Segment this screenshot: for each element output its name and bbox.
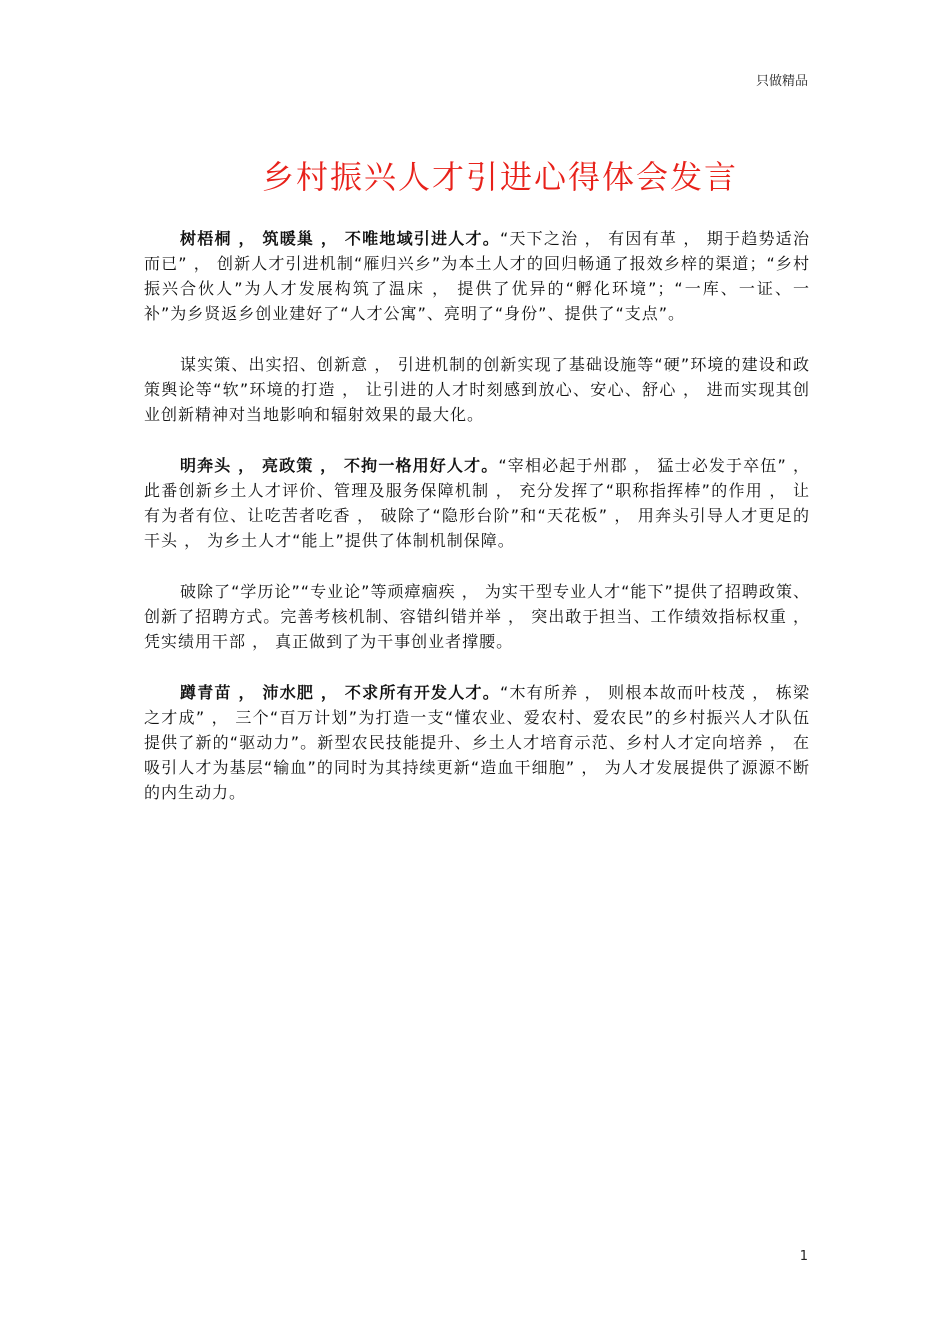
paragraph-text: “木有所养 ， 则根本故而叶枝茂 ， 栋梁之才成” ， 三个“百万计划”为打造一支“懂农业、爱农村、爱农民”的乡村振兴人才队伍提供了新的“驱动力”。新型农民技能提升、乡土人才培育示范、乡村人才定向培养 ， 在吸引人才为基层“输血”的同时为其持续更新“造血干细胞” ， 为人才发展提供了源源不断的内生动力。 [144,683,810,802]
paragraph-lead: 明奔头 ， 亮政策 ， 不拘一格用好人才。 [180,456,499,475]
paragraph-4 [144,579,810,654]
paragraph-text: 谋实策、出实招、创新意 ， 引进机制的创新实现了基础设施等“硬”环境的建设和政策舆论等“软”环境的打造 ， 让引进的人才时刻感到放心、安心、舒心 ， 进而实现其创业创新精神对当地影响和辐射效果的最大化。 [144,355,810,424]
document-body [144,226,810,831]
paragraph-text: “宰相必起于州郡 ， 猛士必发于卒伍” ， 此番创新乡土人才评价、管理及服务保障机制 ， 充分发挥了“职称指挥棒”的作用 ， 让有为者有位、让吃苦者吃香 ， 破除了“隐形台阶”和“天花板” ， 用奔头引导人才更足的干头 ， 为乡土人才“能上”提供了体制机制保障。 [144,456,810,550]
header-note: 只做精品 [755,74,808,89]
paragraph-lead: 树梧桐 ， 筑暖巢 ， 不唯地域引进人才。 [180,229,500,248]
paragraph-lead: 蹲青苗 ， 沛水肥 ， 不求所有开发人才。 [180,683,500,702]
paragraph-text: 破除了“学历论”“专业论”等顽瘴痼疾 ， 为实干型专业人才“能下”提供了招聘政策、创新了招聘方式。完善考核机制、容错纠错并举 ， 突出敢于担当、工作绩效指标权重 ， 凭实绩用干部 ， 真正做到了为干事创业者撑腰。 [144,582,810,651]
paragraph-1 [144,226,810,326]
document-title: 乡村振兴人才引进心得体会发言 [261,158,738,196]
paragraph-text: “天下之治 ， 有因有革 ， 期于趋势适治而已” ， 创新人才引进机制“雁归兴乡”为本土人才的回归畅通了报效乡梓的渠道；“乡村振兴合伙人”为人才发展构筑了温床 ， 提供了优异的“孵化环境”；“一库、一证、一补”为乡贤返乡创业建好了“人才公寓”、亮明了“身份”、提供了“支点”。 [144,229,810,323]
paragraph-5 [144,680,810,805]
paragraph-3 [144,453,810,553]
paragraph-2 [144,352,810,427]
page-number: 1 [799,1249,808,1264]
